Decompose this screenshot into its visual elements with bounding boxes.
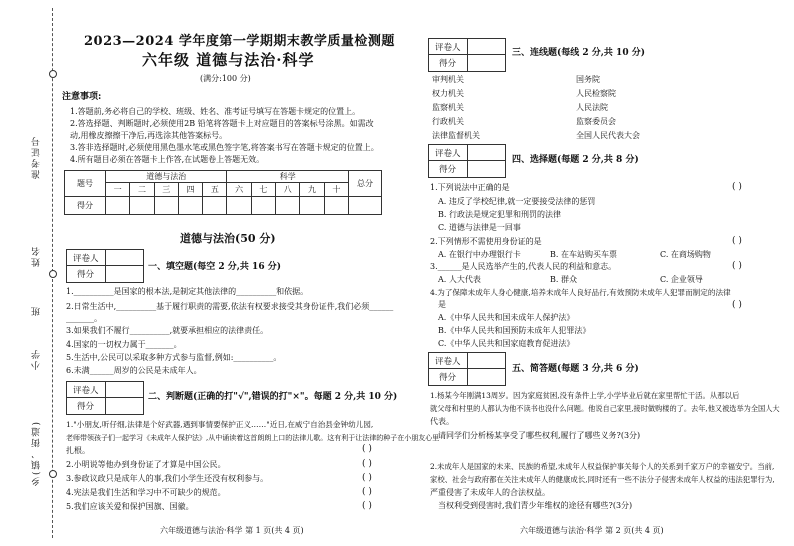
s4-option: B.《中华人民共和国预防未成年人犯罪法》 bbox=[438, 326, 591, 335]
s4-option: A. 违反了学校纪律,就一定要接受法律的惩罚 bbox=[438, 197, 596, 206]
s3-left-item: 权力机关 bbox=[432, 89, 464, 98]
binding-hole bbox=[49, 270, 57, 278]
s4-option: A. 人大代表 bbox=[438, 275, 481, 284]
score-row-label: 得分 bbox=[65, 197, 106, 215]
answer-paren: ( ) bbox=[362, 501, 372, 511]
s5-q1-line: 1.杨某今年刚满13周岁。因为家庭贫困,没有条件上学,小学毕业后就在家里帮忙干活。从那以后 bbox=[430, 391, 740, 400]
s1-line: 4.国家的一切权力属于_______。 bbox=[66, 340, 182, 349]
score-cell bbox=[154, 197, 178, 215]
name-label: 姓名 bbox=[32, 245, 42, 267]
answer-paren: ( ) bbox=[732, 300, 742, 310]
score-cell bbox=[203, 197, 227, 215]
score-label: 得分 bbox=[77, 402, 95, 412]
s5-q2-line: 2.未成年人是国家的未来、民族的希望,未成年人权益保护事关每个人的关系到千家万户的幸福安宁。当前, bbox=[430, 462, 775, 471]
s2-line: 扎根。 bbox=[66, 446, 90, 455]
s4-option: B. 行政法是规定犯罪和刑罚的法律 bbox=[438, 210, 561, 219]
score-cell bbox=[130, 197, 154, 215]
q-num: 六 bbox=[227, 183, 251, 197]
s1-line: 5.生活中,公民可以采取多种方式参与监督,例如:__________。 bbox=[66, 353, 282, 362]
s4-option: A.《中华人民共和国未成年人保护法》 bbox=[438, 313, 575, 322]
grader-box bbox=[66, 381, 144, 415]
notes-heading: 注意事项: bbox=[62, 92, 102, 102]
grader-box bbox=[428, 38, 506, 72]
s5-q1-line: 代表。 bbox=[430, 417, 454, 426]
s4-q4: 4.为了保障未成年人身心健康,培养未成年人良好品行,有效预防未成年人犯罪而制定的法律 bbox=[430, 288, 731, 297]
s1-line: 1.__________是国家的根本法,是制定其他法律的__________和依据。 bbox=[66, 287, 309, 296]
s4-q3: 3.______是人民选举产生的,代表人民的利益和意志。 bbox=[430, 262, 617, 271]
s4-option: C. 在商场购物 bbox=[660, 250, 711, 259]
full-score: (满分:100 分) bbox=[200, 74, 251, 83]
q-num: 二 bbox=[130, 183, 154, 197]
score-cell bbox=[227, 197, 251, 215]
s1-line: 6.未满______周岁的公民是未成年人。 bbox=[66, 366, 202, 375]
note-line: 3.答非选择题时,必须使用黑色墨水笔或黑色签字笔,将答案书写在答题卡规定的位置上。 bbox=[70, 143, 379, 152]
score-cell bbox=[251, 197, 275, 215]
score-label: 得分 bbox=[77, 270, 95, 280]
q-num: 一 bbox=[106, 183, 130, 197]
note-line: 1.答题前,务必将自己的学校、班级、姓名、准考证号填写在答题卡规定的位置上。 bbox=[70, 107, 361, 116]
s3-right-item: 全国人民代表大会 bbox=[576, 131, 640, 140]
s3-left-item: 行政机关 bbox=[432, 117, 464, 126]
q-num: 五 bbox=[203, 183, 227, 197]
s4-q1: 1.下列说法中正确的是 bbox=[430, 183, 510, 192]
part1-title: 道德与法治(50 分) bbox=[180, 232, 276, 245]
score-cell bbox=[276, 197, 300, 215]
s3-left-item: 审判机关 bbox=[432, 75, 464, 84]
answer-paren: ( ) bbox=[362, 459, 372, 469]
s5-q1-line: 就父母和村里的人都认为他不读书也没什么问题。他说自己家里,接时做购楼的了。去年,他又被选举为全国人大 bbox=[430, 404, 780, 413]
group-moral: 道德与法治 bbox=[106, 171, 227, 183]
s4-option: C.《中华人民共和国家庭教育促进法》 bbox=[438, 339, 575, 348]
s4-option: B. 在车站购买车票 bbox=[550, 250, 617, 259]
s2-line: 2.小明说等他办到身份证了才算是中国公民。 bbox=[66, 460, 226, 469]
score-label: 得分 bbox=[439, 373, 457, 383]
q-num: 七 bbox=[251, 183, 275, 197]
s2-line: 老师带领孩子们一起学习《未成年人保护法》,从中诵读着这首朗朗上口的法律儿歌。这有利于让法律的种子在小朋友心里 bbox=[66, 434, 440, 442]
s1-line: 2.日常生活中,__________基于履行职责的需要,依法有权要求接受其身份证件,我们必须______ bbox=[66, 302, 394, 311]
footer-left: 六年级道德与法治·科学 第 1 页(共 4 页) bbox=[160, 526, 304, 535]
exam-no-label: 准考证号 bbox=[32, 135, 42, 179]
binding-hole bbox=[49, 470, 57, 478]
score-cell bbox=[300, 197, 324, 215]
reviewer-label: 评卷人 bbox=[435, 43, 461, 53]
row-label: 题号 bbox=[65, 171, 106, 197]
score-cell bbox=[106, 197, 130, 215]
score-cell bbox=[349, 197, 382, 215]
school-label: 小学 bbox=[32, 348, 42, 370]
answer-paren: ( ) bbox=[732, 236, 742, 246]
s2-line: 1."小朋友,听仔细,法律是个好武器,遇到事情要保护正义……"近日,在威宁自治县金钟幼儿园, bbox=[66, 420, 374, 429]
s3-left-item: 法律监督机关 bbox=[432, 131, 480, 140]
s4-option: A. 在银行中办理银行卡 bbox=[438, 250, 521, 259]
s3-right-item: 国务院 bbox=[576, 75, 600, 84]
s5-q2-line: 严重侵害了未成年人的合法权益。 bbox=[430, 488, 550, 497]
s4-title: 四、选择题(每题 2 分,共 8 分) bbox=[512, 155, 639, 165]
s4-option: B. 群众 bbox=[550, 275, 577, 284]
score-cell bbox=[324, 197, 348, 215]
note-line: 动,用橡皮擦擦干净后,再选涂其他答案标号。 bbox=[70, 131, 228, 140]
group-science: 科学 bbox=[227, 171, 349, 183]
s3-left-item: 监察机关 bbox=[432, 103, 464, 112]
note-line: 4.所有题目必须在答题卡上作答,在试题卷上答题无效。 bbox=[70, 155, 265, 164]
s4-q4-tail: 是 bbox=[438, 300, 446, 309]
s5-title: 五、简答题(每题 3 分,共 6 分) bbox=[512, 364, 639, 374]
exam-subtitle: 六年级 道德与法治·科学 bbox=[142, 51, 315, 69]
binding-hole bbox=[49, 70, 57, 78]
s5-q1-line: 请同学们分析杨某享受了哪些权利,履行了哪些义务?(3分) bbox=[438, 431, 641, 440]
s2-line: 5.我们应该关爱和保护国旗、国徽。 bbox=[66, 502, 194, 511]
reviewer-label: 评卷人 bbox=[73, 386, 99, 396]
s3-title: 三、连线题(每线 2 分,共 10 分) bbox=[512, 48, 645, 58]
score-label: 得分 bbox=[439, 165, 457, 175]
s2-line: 3.参政议政只是成年人的事,我们小学生还没有权利参与。 bbox=[66, 474, 269, 483]
s5-q2-line: 家校、社会与政府都在关注未成年人的健康成长,同时还有一些不法分子侵害未成年人权益的违法犯罪行为, bbox=[430, 475, 775, 484]
s2-line: 4.宪法是我们生活和学习中不可缺少的规范。 bbox=[66, 488, 226, 497]
s4-q2: 2.下列情形不需使用身份证的是 bbox=[430, 237, 542, 246]
reviewer-label: 评卷人 bbox=[73, 254, 99, 264]
s3-right-item: 人民法院 bbox=[576, 103, 608, 112]
note-line: 2.答选择题、判断题时,必须使用2B 铅笔将答题卡上对应题目的答案标号涂黑。如需改 bbox=[70, 119, 374, 128]
answer-paren: ( ) bbox=[362, 473, 372, 483]
grader-box bbox=[66, 249, 144, 283]
q-num: 四 bbox=[178, 183, 202, 197]
s3-right-item: 监察委员会 bbox=[576, 117, 616, 126]
s5-q2-line: 当权利受到侵害时,我们青少年维权的途径有哪些?(3分) bbox=[438, 501, 633, 510]
answer-paren: ( ) bbox=[362, 487, 372, 497]
s2-title: 二、判断题(正确的打"√",错误的打"×"。每题 2 分,共 10 分) bbox=[148, 392, 398, 402]
answer-paren: ( ) bbox=[732, 182, 742, 192]
grader-box bbox=[428, 144, 506, 178]
grader-box bbox=[428, 352, 506, 386]
exam-title: 2023—2024 学年度第一学期期末教学质量检测题 bbox=[84, 34, 395, 49]
answer-paren: ( ) bbox=[362, 444, 372, 454]
q-num: 九 bbox=[300, 183, 324, 197]
score-table bbox=[64, 170, 382, 215]
s1-line: 3.如果我们不履行__________,就要承担相应的法律责任。 bbox=[66, 326, 269, 335]
class-label: 班 bbox=[32, 305, 42, 316]
s4-option: C. 企业领导 bbox=[660, 275, 703, 284]
reviewer-label: 评卷人 bbox=[435, 149, 461, 159]
s1-title: 一、填空题(每空 2 分,共 16 分) bbox=[148, 262, 281, 272]
total-label: 总分 bbox=[349, 171, 382, 197]
footer-right: 六年级道德与法治·科学 第 2 页(共 4 页) bbox=[520, 526, 664, 535]
s4-option: C. 道德与法律是一回事 bbox=[438, 223, 521, 232]
s1-line: _______。 bbox=[66, 314, 102, 323]
answer-paren: ( ) bbox=[732, 261, 742, 271]
score-label: 得分 bbox=[439, 59, 457, 69]
s3-right-item: 人民检察院 bbox=[576, 89, 616, 98]
q-num: 三 bbox=[154, 183, 178, 197]
score-cell bbox=[178, 197, 202, 215]
township-label: 乡(镇、街道) bbox=[32, 420, 42, 487]
q-num: 十 bbox=[324, 183, 348, 197]
reviewer-label: 评卷人 bbox=[435, 357, 461, 367]
q-num: 八 bbox=[276, 183, 300, 197]
